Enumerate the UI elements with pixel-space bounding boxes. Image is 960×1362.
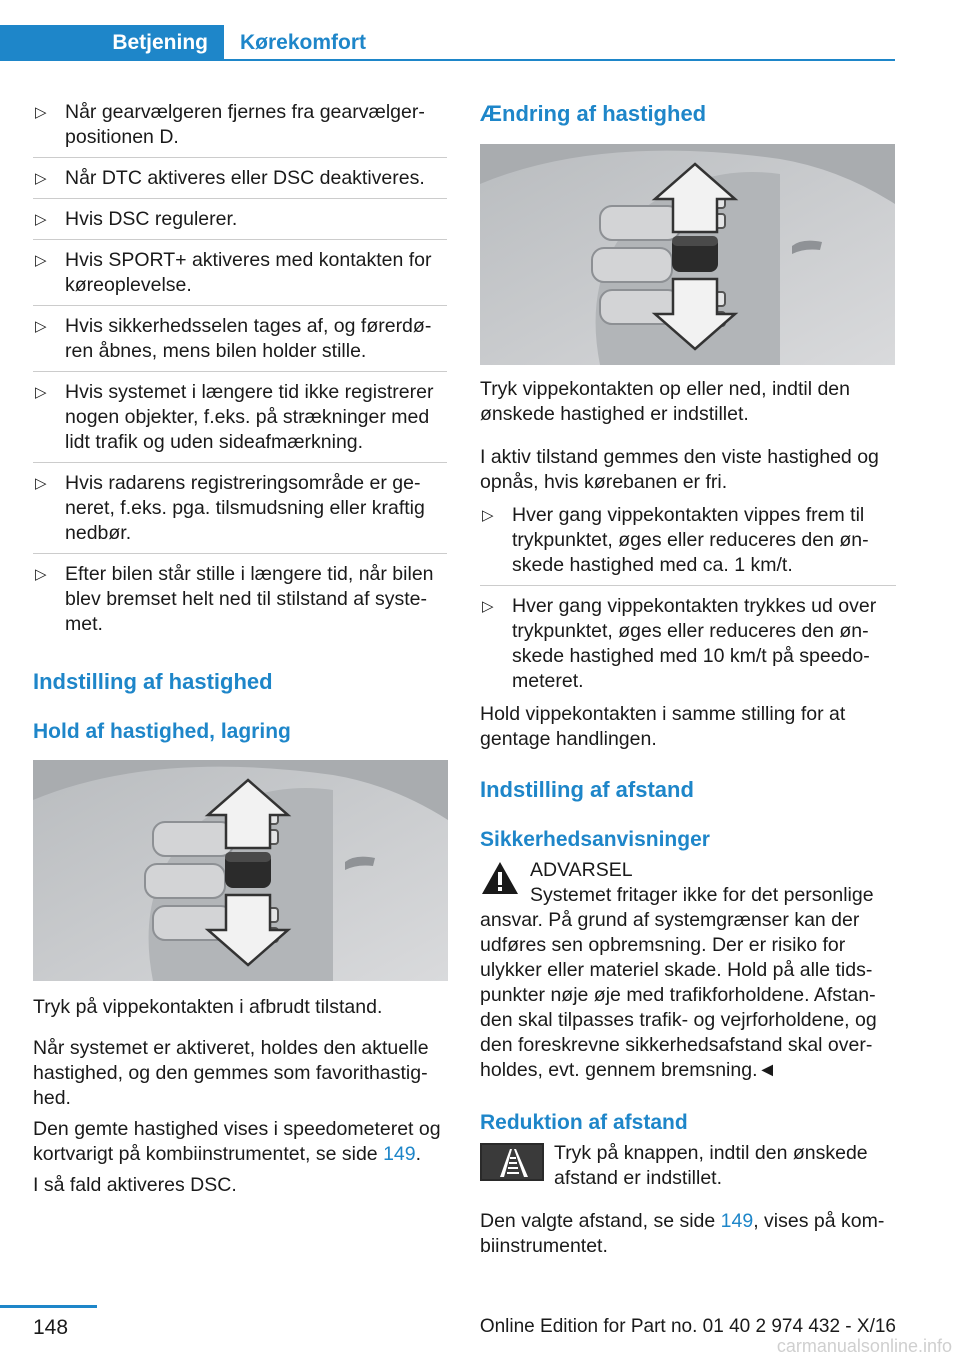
para-stored-speed: Den gemte hastighed vises i speedometeret og kortvarigt på kombiinstrumentet, se side 149. [33, 1118, 441, 1165]
heading-change-speed: Ændring af hastighed [480, 101, 707, 126]
para-selected-distance: Den valgte afstand, se side 149, vises på kombiinstrumentet. [480, 1210, 885, 1257]
triangle-bullet-icon: ▷ [35, 252, 47, 269]
deactivation-conditions-list [33, 100, 447, 644]
footer-accent-line [0, 1305, 97, 1308]
list-item: ▷ Når DTC aktiveres eller DSC deaktiveres. [33, 166, 447, 199]
left-column [33, 100, 447, 1198]
triangle-bullet-icon: ▷ [35, 104, 47, 121]
list-item: ▷ Efter bilen står stille i længere tid, når bilen blev bremset helt ned til stilstand af systemet. [35, 563, 434, 635]
tab-betjening[interactable]: Betjening [0, 25, 224, 61]
warning-title: ADVARSEL [530, 859, 633, 881]
triangle-bullet-icon: ▷ [35, 170, 47, 187]
para-active-state: I aktiv tilstand gemmes den viste hastighed og opnås, hvis kørebanen er fri. [480, 446, 879, 493]
warning-text: Systemet fritager ikke for det personlige ansvar. På grund af systemgrænser kan der udføres sen opbremsning. Der er risiko for ulykker eller materiel skade. Hold på alle tidspunkter nøje øje med trafikforholdene. Afstanden skal tilpasses trafik- og vejrforholdene, og den foreskrevne sikkerhedsafstand skal overholdes, evt. gennem bremsning.◄ [480, 884, 877, 1081]
page-number: 148 [33, 1316, 69, 1339]
warning-block [480, 858, 896, 1083]
list-item: ▷ Hvis SPORT+ aktiveres med kontakten for køreoplevelse. [33, 248, 447, 306]
list-item: ▷ Hvis radarens registreringsområde er generet, f.eks. pga. tilsmudsning eller kraftig nedbør. [33, 471, 447, 554]
steering-wheel-image [480, 144, 895, 365]
reduce-instruction: Tryk på knappen, indtil den ønskede afstand er indstillet. [554, 1142, 868, 1189]
page-link-149[interactable]: 149 [383, 1143, 416, 1165]
triangle-bullet-icon: ▷ [482, 598, 494, 615]
list-item: ▷ Hvis sikkerhedsselen tages af, og førerdøren åbnes, mens bilen holder stille. [33, 314, 447, 372]
list-item: ▷ Hver gang vippekontakten vippes frem til trykpunktet, øges eller reduceres den ønskede hastighed med ca. 1 km/t. [480, 503, 896, 586]
page-link-149[interactable]: 149 [720, 1210, 754, 1232]
list-item: ▷ Hvis systemet i længere tid ikke registrerer nogen objekter, f.eks. på strækninger med lidt trafik og uden sideafmærkning. [33, 380, 447, 463]
para-dsc-activated: I så fald aktiveres DSC. [33, 1174, 237, 1196]
right-column [480, 100, 896, 1259]
list-item: ▷ Hvis DSC regulerer. [33, 207, 447, 240]
rocker-behaviour-list [480, 503, 896, 694]
heading-safety-notes: Sikkerhedsanvisninger [480, 828, 710, 851]
triangle-bullet-icon: ▷ [35, 384, 47, 401]
triangle-bullet-icon: ▷ [35, 318, 47, 335]
distance-button-block [480, 1141, 896, 1191]
heading-distance-setting: Indstilling af afstand [480, 777, 694, 802]
triangle-bullet-icon: ▷ [482, 507, 494, 524]
steering-wheel-controls-illustration [33, 760, 448, 981]
tab-korekomfort[interactable]: Kørekomfort [240, 31, 367, 54]
triangle-bullet-icon: ▷ [35, 211, 47, 228]
list-item: ▷ Når gearvælgeren fjernes fra gearvælgerpositionen D. [33, 100, 447, 158]
para-speed-held: Når systemet er aktiveret, holdes den aktuelle hastighed, og den gemmes som favorithastighed. [33, 1037, 429, 1109]
caption-rocker-up-down: Tryk vippekontakten op eller ned, indtil den ønskede hastighed er indstillet. [480, 378, 850, 425]
chapter-tab-bar [0, 25, 895, 61]
triangle-bullet-icon: ▷ [35, 475, 47, 492]
list-item: ▷ Hver gang vippekontakten trykkes ud over trykpunktet, øges eller reduceres den ønskede hastighed med 10 km/t på speedometeret. [482, 595, 877, 692]
heading-hold-speed: Hold af hastighed, lagring [33, 720, 291, 743]
triangle-bullet-icon: ▷ [35, 566, 47, 583]
distance-button-icon [480, 1143, 544, 1181]
steering-wheel-image [33, 760, 448, 981]
warning-triangle-icon [480, 860, 520, 896]
steering-wheel-controls-illustration [480, 144, 895, 365]
heading-speed-setting: Indstilling af hastighed [33, 669, 273, 694]
caption-press-rocker: Tryk på vippekontakten i afbrudt tilstand. [33, 996, 383, 1018]
watermark: carmanualsonline.info [776, 1336, 952, 1356]
para-hold-rocker: Hold vippekontakten i samme stilling for at gentage handlingen. [480, 703, 846, 750]
edition-note: Online Edition for Part no. 01 40 2 974 432 - X/16 [479, 1316, 896, 1337]
heading-reduce-distance: Reduktion af afstand [480, 1111, 688, 1134]
